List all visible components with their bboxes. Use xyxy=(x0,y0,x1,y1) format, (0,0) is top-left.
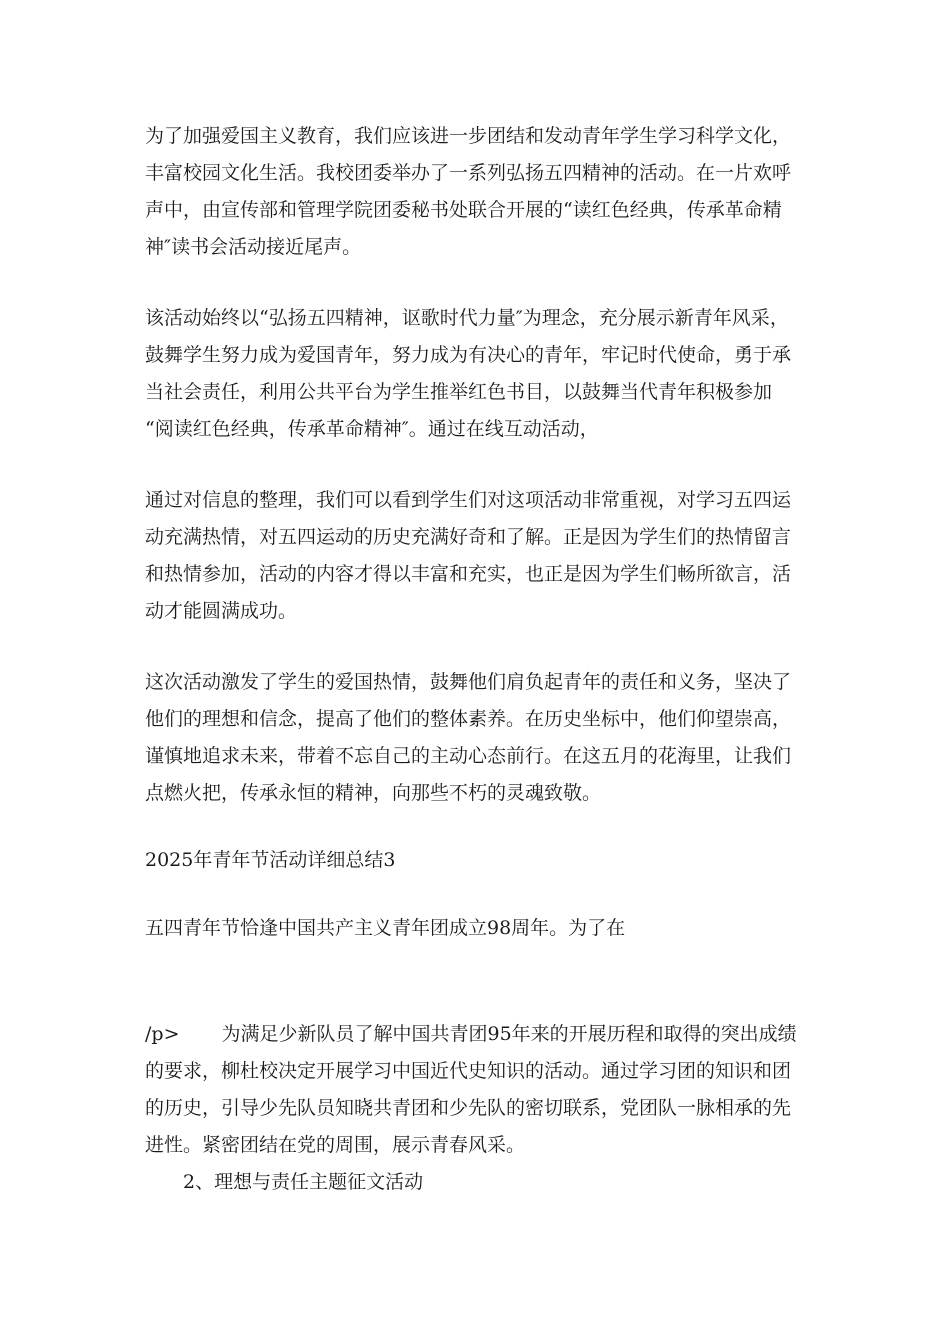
text-line: 进性。紧密团结在党的周围，展示青春风采。 xyxy=(145,1134,526,1156)
text-line: 神″读书会活动接近尾声。 xyxy=(145,236,362,258)
text-line: 和热情参加，活动的内容才得以丰富和充实，也正是因为学生们畅所欲言，活 xyxy=(145,563,792,585)
text-line: 点燃火把，传承永恒的精神，向那些不朽的灵魂致敬。 xyxy=(145,782,602,804)
heading-text: 2025年青年节活动详细总结3 xyxy=(145,849,396,871)
text-line: 这次活动激发了学生的爱国热情，鼓舞他们肩负起青年的责任和义务，坚决了 xyxy=(145,671,792,693)
text-line: 声中，由宣传部和管理学院团委秘书处联合开展的“读红色经典，传承革命精 xyxy=(145,199,782,221)
text-line: 该活动始终以“弘扬五四精神，讴歌时代力量″为理念，充分展示新青年风采， xyxy=(145,307,789,329)
text-line: 当社会责任，利用公共平台为学生推举红色书目，以鼓舞当代青年积极参加 xyxy=(145,381,773,403)
text-line: 谨慎地追求未来，带着不忘自己的主动心态前行。在这五月的花海里，让我们 xyxy=(145,745,792,767)
list-item: 2、理想与责任主题征文活动 xyxy=(183,1171,424,1193)
text-line: 丰富校园文化生活。我校团委举办了一系列弘扬五四精神的活动。在一片欢呼 xyxy=(145,162,792,184)
paragraph-2 xyxy=(145,300,813,448)
text-line: 动才能圆满成功。 xyxy=(145,600,298,622)
final-paragraph xyxy=(145,1016,813,1201)
text-line: 五四青年节恰逢中国共产主义青年团成立98周年。为了在 xyxy=(145,917,626,939)
html-fragment-prefix: /p> xyxy=(145,1023,180,1045)
paragraph-1 xyxy=(145,118,813,266)
text-line: 通过对信息的整理，我们可以看到学生们对这项活动非常重视，对学习五四运 xyxy=(145,489,792,511)
text-line: 为了加强爱国主义教育，我们应该进一步团结和发动青年学生学习科学文化， xyxy=(145,125,792,147)
text-line: 他们的理想和信念，提高了他们的整体素养。在历史坐标中，他们仰望崇高， xyxy=(145,708,792,730)
text-line-first xyxy=(145,1016,813,1053)
text-line: 动充满热情，对五四运动的历史充满好奇和了解。正是因为学生们的热情留言 xyxy=(145,526,792,548)
text-line-remainder: 为满足少新队员了解中国共青团95年来的开展历程和取得的突出成绩 xyxy=(221,1023,797,1045)
text-line: 鼓舞学生努力成为爱国青年，努力成为有决心的青年，牢记时代使命，勇于承 xyxy=(145,344,792,366)
section-heading xyxy=(145,842,813,879)
text-line: 的要求，柳杜校决定开展学习中国近代史知识的活动。通过学习团的知识和团 xyxy=(145,1060,792,1082)
paragraph-3 xyxy=(145,482,813,630)
text-line: 的历史，引导少先队员知晓共青团和少先队的密切联系，党团队一脉相承的先 xyxy=(145,1097,792,1119)
intro-paragraph xyxy=(145,910,813,947)
paragraph-4 xyxy=(145,664,813,812)
text-line: “阅读红色经典，传承革命精神″。通过在线互动活动， xyxy=(145,418,599,440)
